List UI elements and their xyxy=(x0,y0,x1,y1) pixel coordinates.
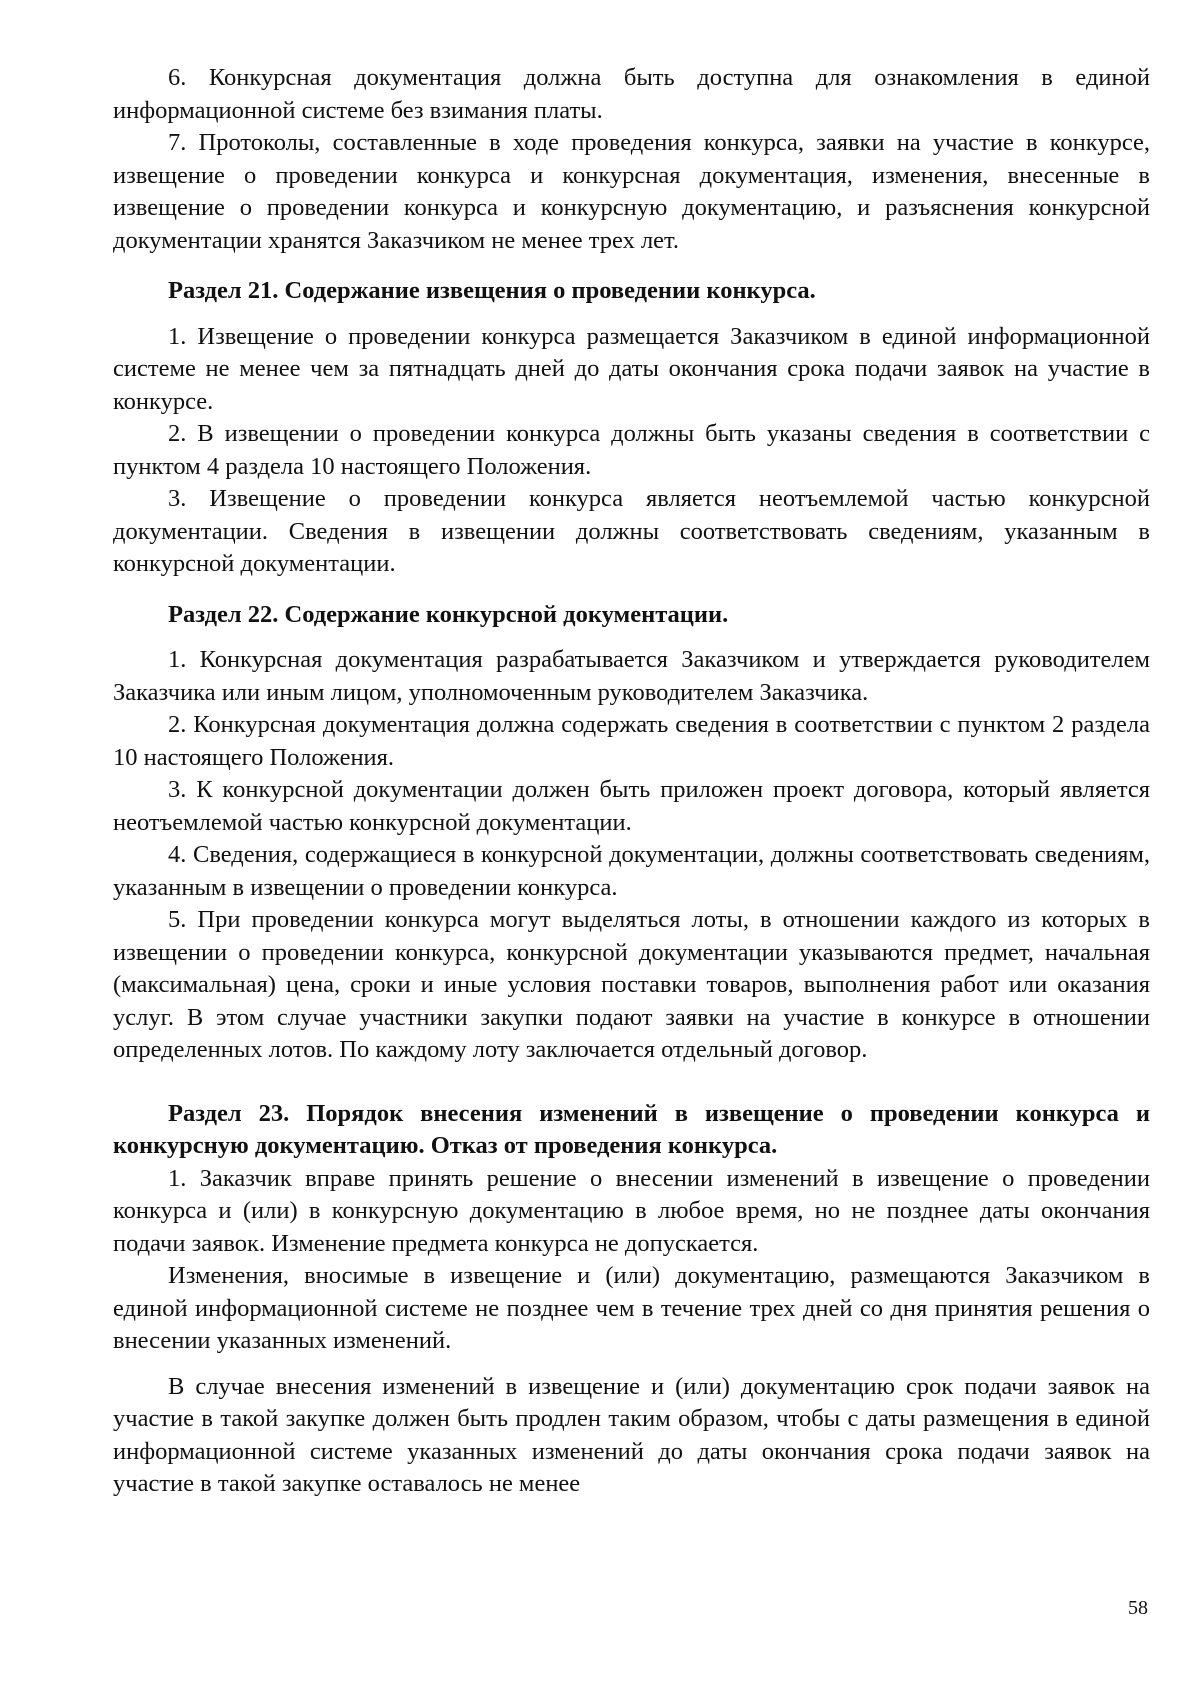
section-21-heading: Раздел 21. Содержание извещения о проведении конкурса. xyxy=(168,277,816,304)
section-23-changes-paragraph: Изменения, вносимые в извещение и (или) документацию, размещаются Заказчиком в единой информационной системе не позднее чем в течение трех дней со дня принятия решения о внесении указанных изменений. xyxy=(113,1262,1150,1354)
section-22-item-5: 5. При проведении конкурса могут выделяться лоты, в отношении каждого из которых в извещении о проведении конкурса, конкурсной документации указываются предмет, начальная (максимальная) цена, сроки и иные условия поставки товаров, выполнения работ или оказания услуг. В этом случае участники закупки подают заявки на участие в конкурсе в отношении определенных лотов. По каждому лоту заключается отдельный договор. xyxy=(113,906,1150,1063)
section-22-item-2: 2. Конкурсная документация должна содержать сведения в соответствии с пунктом 2 раздела 10 настоящего Положения. xyxy=(113,711,1150,771)
page-number: 58 xyxy=(1128,1597,1148,1619)
section-23-heading: Раздел 23. Порядок внесения изменений в извещение о проведении конкурса и конкурсную документацию. Отказ от проведения конкурса. xyxy=(113,1099,1150,1159)
section-21-item-1: 1. Извещение о проведении конкурса размещается Заказчиком в единой информационной системе не менее чем за пятнадцать дней до даты окончания срока подачи заявок на участие в конкурсе. xyxy=(113,322,1150,415)
paragraph-7-storage: 7. Протоколы, составленные в ходе проведения конкурса, заявки на участие в конкурсе, извещение о проведении конкурса и конкурсная документация, изменения, внесенные в извещение о проведении конкурса и конкурсную документацию, и разъяснения конкурсной документации хранятся Заказчиком не менее трех лет. xyxy=(113,129,1150,254)
section-23-deadline-paragraph: В случае внесения изменений в извещение и (или) документацию срок подачи заявок на участие в такой закупке должен быть продлен таким образом, чтобы с даты размещения в единой информационной системе указанных изменений до даты окончания срока подачи заявок на участие в такой закупке оставалось не менее xyxy=(113,1372,1150,1497)
section-23-item-1: 1. Заказчик вправе принять решение о внесении изменений в извещение о проведении конкурса и (или) в конкурсную документацию в любое время, но не позднее даты окончания подачи заявок. Изменение предмета конкурса не допускается. xyxy=(113,1164,1150,1257)
section-22-item-3: 3. К конкурсной документации должен быть приложен проект договора, который является неотъемлемой частью конкурсной документации. xyxy=(113,776,1150,836)
section-22-item-1: 1. Конкурсная документация разрабатывается Заказчиком и утверждается руководителем Заказчика или иным лицом, уполномоченным руководителем Заказчика. xyxy=(113,646,1150,706)
section-21-item-3: 3. Извещение о проведении конкурса является неотъемлемой частью конкурсной документации. Сведения в извещении должны соответствовать сведениям, указанным в конкурсной документации. xyxy=(113,485,1150,577)
document-page xyxy=(113,62,1150,1501)
section-22-item-4: 4. Сведения, содержащиеся в конкурсной документации, должны соответствовать сведениям, указанным в извещении о проведении конкурса. xyxy=(113,841,1150,901)
section-21-item-2: 2. В извещении о проведении конкурса должны быть указаны сведения в соответствии с пунктом 4 раздела 10 настоящего Положения. xyxy=(113,420,1150,480)
paragraph-6-doc-availability: 6. Конкурсная документация должна быть доступна для ознакомления в единой информационной системе без взимания платы. xyxy=(113,64,1150,124)
section-22-heading: Раздел 22. Содержание конкурсной документации. xyxy=(168,600,729,628)
